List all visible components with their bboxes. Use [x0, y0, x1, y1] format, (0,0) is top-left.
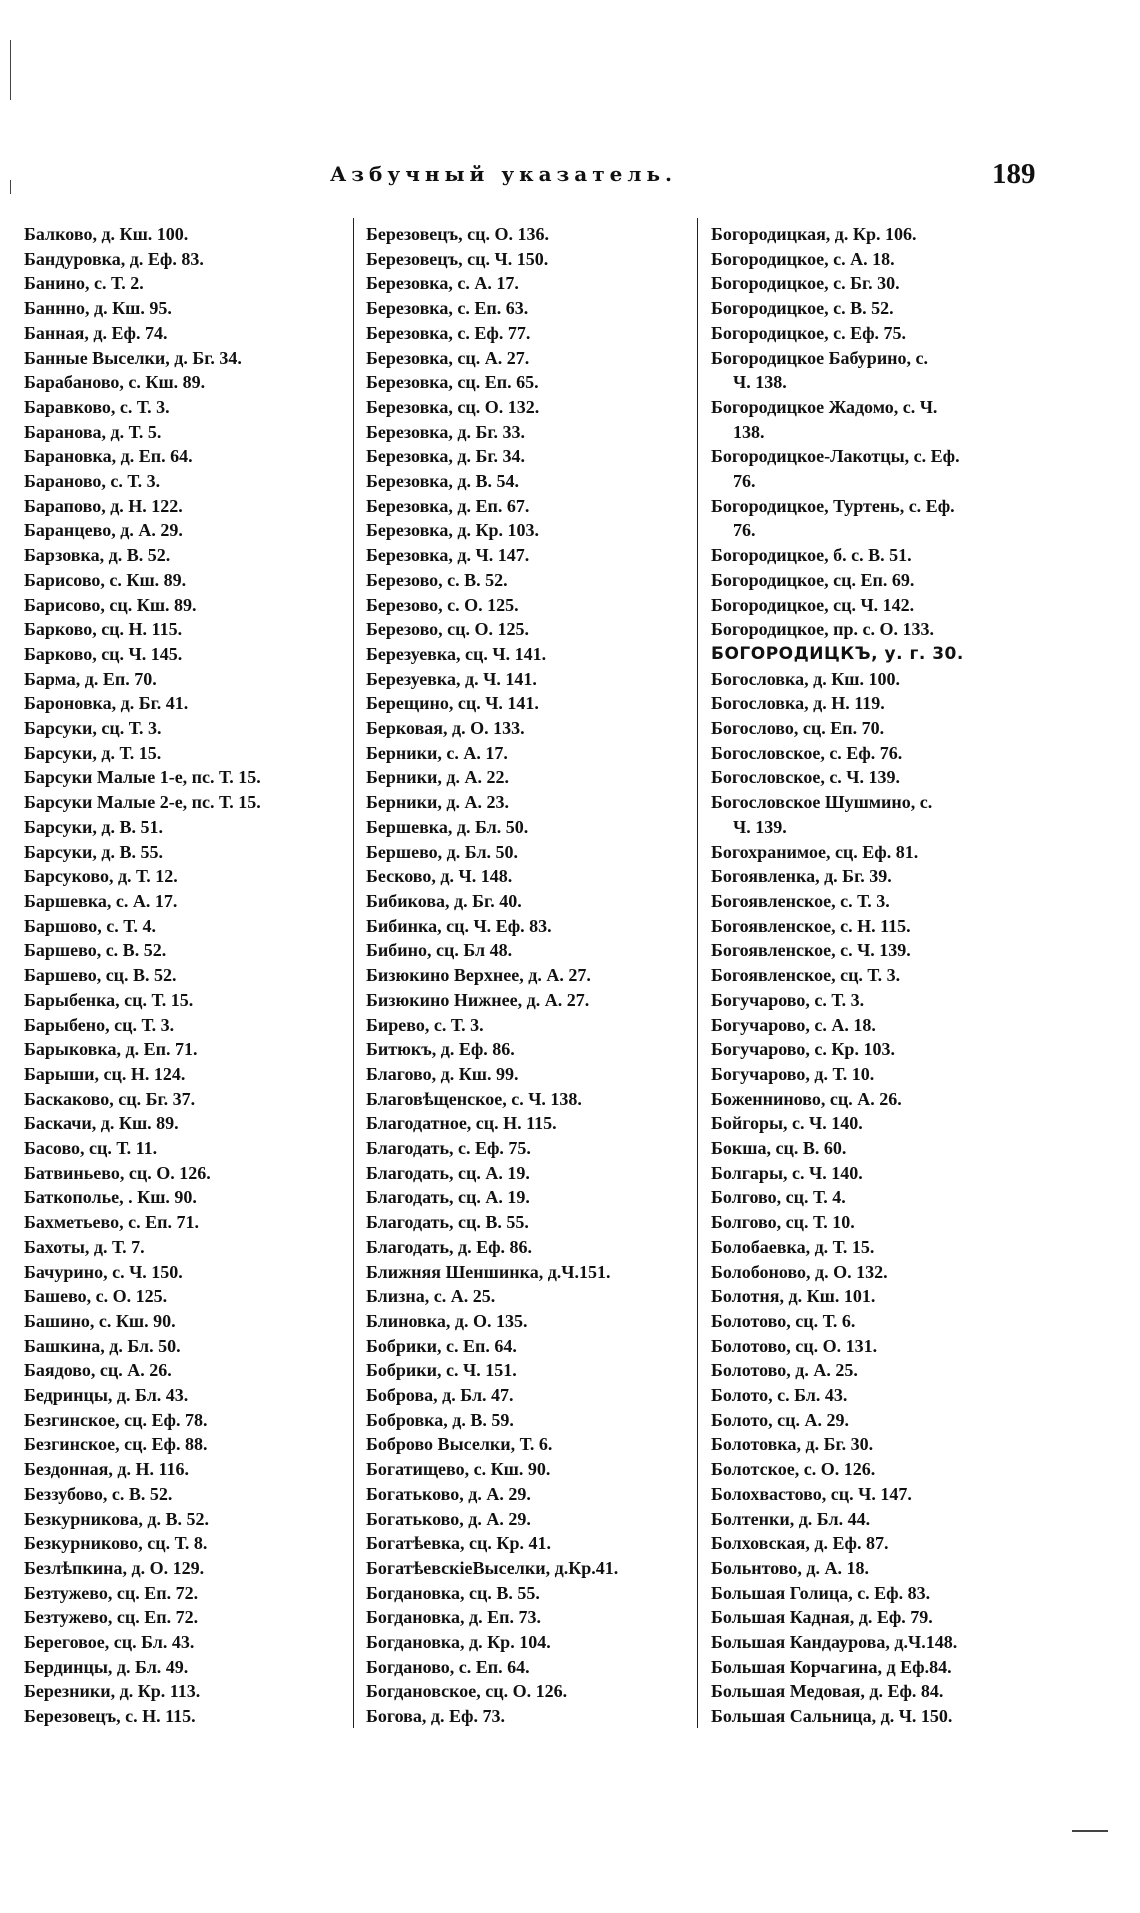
index-entry: Болховская, д. Еф. 87. — [711, 1533, 889, 1554]
index-entry: Баядово, сц. А. 26. — [24, 1360, 172, 1381]
index-entry: Богородицкое, с. Бг. 30. — [711, 273, 900, 294]
index-entry: Богословка, д. Н. 119. — [711, 693, 885, 714]
index-entry: Барсуки, д. В. 55. — [24, 841, 164, 862]
index-entry: Бершевка, д. Бл. 50. — [366, 816, 529, 837]
index-entry: Балково, д. Кш. 100. — [24, 224, 189, 244]
index-entry: Барапово, д. Н. 122. — [24, 495, 183, 516]
index-entry: Березовка, сц. О. 132. — [366, 396, 540, 417]
index-entry: Березуевка, д. Ч. 141. — [366, 668, 537, 689]
index-entry: Башино, с. Кш. 90. — [24, 1310, 176, 1331]
index-entry: Бахметьево, с. Еп. 71. — [24, 1212, 199, 1233]
index-entry: Благодать, сц. А. 19. — [366, 1187, 530, 1208]
index-entry: Богородицкое, сц. Ч. 142. — [711, 594, 915, 615]
index-entry: Богородицкое Жадомо, с. Ч. 138. — [711, 396, 938, 442]
index-entry: Березовецъ, с. Н. 115. — [24, 1706, 196, 1727]
index-entry: Богородицкое, с. Еф. 75. — [711, 322, 907, 343]
index-entry: Бароновка, д. Бг. 41. — [24, 693, 189, 714]
index-entry: Берники, д. А. 23. — [366, 792, 509, 813]
index-entry: Березово, с. В. 52. — [366, 569, 508, 590]
page-header — [0, 158, 1140, 198]
index-entry: Богоявленское, с. Т. 3. — [711, 890, 890, 911]
index-entry: Баршево, с. В. 52. — [24, 940, 167, 961]
index-entry: Богова, д. Еф. 73. — [366, 1706, 505, 1727]
index-entry: Болото, сц. А. 29. — [711, 1409, 849, 1430]
index-entry: Бандуровка, д. Еф. 83. — [24, 248, 204, 269]
index-entry: Бездонная, д. Н. 116. — [24, 1459, 189, 1480]
index-entry: Барыши, сц. Н. 124. — [24, 1063, 186, 1084]
index-entry: Боброво Выселки, Т. 6. — [366, 1434, 553, 1455]
index-entry: Благодать, с. Еф. 75. — [366, 1138, 531, 1159]
index-entry: Богдановка, д. Еп. 73. — [366, 1607, 542, 1628]
index-entry: Болотово, сц. О. 131. — [711, 1335, 878, 1356]
index-entry: Барсуки, д. В. 51. — [24, 816, 164, 837]
index-entry: Барсуки Малые 2-е, пс. Т. 15. — [24, 792, 261, 813]
index-entry: Богатьково, д. А. 29. — [366, 1508, 531, 1529]
index-entry: Болгово, сц. Т. 10. — [711, 1212, 855, 1233]
index-entry: Барабаново, с. Кш. 89. — [24, 372, 206, 393]
index-entry: Благово, д. Кш. 99. — [366, 1063, 519, 1084]
index-entry: Березовка, д. Ч. 147. — [366, 545, 530, 566]
index-entry: Богородицкое, Туртень, с. Еф. 76. — [711, 495, 955, 541]
index-entry: Большая Медовая, д. Еф. 84. — [711, 1681, 944, 1702]
index-entry: Березовка, с. А. 17. — [366, 273, 519, 294]
page-number: 189 — [992, 158, 1036, 190]
index-entry: БогатѣевскіеВыселки, д.Кр.41. — [366, 1557, 619, 1578]
index-entry: Баршово, с. Т. 4. — [24, 915, 156, 936]
index-entry: Березовка, д. Кр. 103. — [366, 520, 540, 541]
index-entry: Богдановка, сц. В. 55. — [366, 1582, 540, 1603]
index-entry: Бибикова, д. Бг. 40. — [366, 890, 522, 911]
index-entry: Бобрики, с. Еп. 64. — [366, 1335, 517, 1356]
index-entry: Башево, с. О. 125. — [24, 1286, 168, 1307]
index-entry: Барсуково, д. Т. 12. — [24, 866, 178, 887]
index-entry: Боженниново, сц. А. 26. — [711, 1088, 902, 1109]
index-entry: Богослово, сц. Еп. 70. — [711, 718, 885, 739]
index-entry: Болотово, сц. Т. 6. — [711, 1310, 856, 1331]
index-entry: Бобровка, д. В. 59. — [366, 1409, 514, 1430]
index-entry: Басово, сц. Т. 11. — [24, 1138, 158, 1159]
index-entry: Благодать, сц. А. 19. — [366, 1162, 530, 1183]
index-column-3 — [711, 222, 1046, 1729]
index-entry: Барисово, сц. Кш. 89. — [24, 594, 197, 615]
index-entry: Богословское Шушмино, с. Ч. 139. — [711, 792, 933, 837]
index-entry: Барсуки, д. Т. 15. — [24, 742, 162, 763]
index-entry: Богоявленка, д. Бг. 39. — [711, 866, 892, 887]
index-entry: Баранцево, д. А. 29. — [24, 520, 183, 541]
index-entry: Богучарово, с. Т. 3. — [711, 989, 865, 1010]
index-entry: Богословское, с. Еф. 76. — [711, 742, 903, 763]
index-entry: Богородицкое, пр. с. О. 133. — [711, 619, 934, 640]
index-entry: Благодать, сц. В. 55. — [366, 1212, 529, 1233]
index-entry: Бобрики, с. Ч. 151. — [366, 1360, 517, 1381]
index-entry: Барзовка, д. В. 52. — [24, 545, 171, 566]
index-entry: Беззубово, с. В. 52. — [24, 1483, 173, 1504]
index-entry: Богословское, с. Ч. 139. — [711, 767, 901, 788]
index-entry: Бибинка, сц. Ч. Еф. 83. — [366, 915, 552, 936]
index-column-1 — [24, 222, 354, 1729]
index-entry: Березуевка, сц. Ч. 141. — [366, 643, 547, 664]
index-entry: Больнтово, д. А. 18. — [711, 1557, 870, 1578]
index-entry: Березово, с. О. 125. — [366, 594, 519, 615]
index-entry: Березовецъ, сц. Ч. 150. — [366, 248, 549, 269]
index-entry: Бершево, д. Бл. 50. — [366, 841, 519, 862]
index-entry: Богатѣевка, сц. Кр. 41. — [366, 1533, 551, 1554]
index-entry: Березовка, д. В. 54. — [366, 471, 519, 492]
index-entry: Батвиньево, сц. О. 126. — [24, 1162, 211, 1183]
index-entry: Березовка, сц. Еп. 65. — [366, 372, 539, 393]
index-entry: Банино, с. Т. 2. — [24, 273, 144, 294]
index-entry: Баннно, д. Кш. 95. — [24, 298, 172, 319]
index-entry: Болотня, д. Кш. 101. — [711, 1286, 876, 1307]
index-column-2 — [366, 222, 696, 1729]
index-entry: Безтужево, сц. Еп. 72. — [24, 1607, 199, 1628]
index-entry: Ближняя Шеншинка, д.Ч.151. — [366, 1261, 611, 1282]
index-entry: Безкурникова, д. В. 52. — [24, 1508, 210, 1529]
index-entry: Большая Кадная, д. Еф. 79. — [711, 1607, 933, 1628]
index-entry: Богучарово, с. Кр. 103. — [711, 1039, 895, 1060]
index-entry: Безкурниково, сц. Т. 8. — [24, 1533, 208, 1554]
index-entry: Березово, сц. О. 125. — [366, 619, 530, 640]
index-entry: Баранова, д. Т. 5. — [24, 421, 162, 442]
index-entry: Богородицкое, с. В. 52. — [711, 298, 894, 319]
index-entry: Блиновка, д. О. 135. — [366, 1310, 528, 1331]
index-entry: БОГОРОДИЦКЪ, у. г. 30. — [711, 643, 964, 664]
index-entry: Берещино, сц. Ч. 141. — [366, 693, 539, 714]
index-entry: Безгинское, сц. Еф. 78. — [24, 1409, 208, 1430]
index-entry: Благодатное, сц. Н. 115. — [366, 1113, 557, 1134]
index-entry: Богородицкое Бабурино, с. Ч. 138. — [711, 347, 929, 393]
index-entry: Бедринцы, д. Бл. 43. — [24, 1385, 189, 1406]
index-entry: Большая Корчагина, д Еф.84. — [711, 1656, 952, 1677]
column-divider — [697, 218, 698, 1728]
index-entry: Березовка, д. Бг. 33. — [366, 421, 526, 442]
index-entry: Близна, с. А. 25. — [366, 1286, 496, 1307]
index-entry: Береговое, сц. Бл. 43. — [24, 1632, 195, 1653]
index-entry: Болохвастово, сц. Ч. 147. — [711, 1483, 912, 1504]
index-entry: Башкина, д. Бл. 50. — [24, 1335, 181, 1356]
index-entry: Баравково, с. Т. 3. — [24, 396, 170, 417]
index-entry: Богатищево, с. Кш. 90. — [366, 1459, 551, 1480]
index-entry: Барсуки, сц. Т. 3. — [24, 718, 162, 739]
index-entry: Березовка, сц. А. 27. — [366, 347, 530, 368]
index-entry: Барановка, д. Еп. 64. — [24, 446, 193, 467]
index-entry: Болобоново, д. О. 132. — [711, 1261, 888, 1282]
index-entry: Безгинское, сц. Еф. 88. — [24, 1434, 208, 1455]
index-entry: Бахоты, д. Т. 7. — [24, 1236, 145, 1257]
scan-margin-line — [10, 40, 11, 100]
index-entry: Барисово, с. Кш. 89. — [24, 569, 187, 590]
index-entry: Болгары, с. Ч. 140. — [711, 1162, 863, 1183]
index-entry: Бараново, с. Т. 3. — [24, 471, 161, 492]
index-entry: Березовка, с. Еф. 77. — [366, 322, 531, 343]
index-entry: Баршевка, с. А. 17. — [24, 890, 178, 911]
index-entry: Березовка, с. Еп. 63. — [366, 298, 529, 319]
index-entry: Баскачи, д. Кш. 89. — [24, 1113, 179, 1134]
index-entry: Бачурино, с. Ч. 150. — [24, 1261, 183, 1282]
index-entry: Богучарово, д. Т. 10. — [711, 1063, 875, 1084]
index-entry: Бибино, сц. Бл 48. — [366, 940, 513, 961]
running-title: Азбучный указатель. — [330, 162, 678, 186]
index-entry: Берники, д. А. 22. — [366, 767, 509, 788]
index-entry: Баршево, сц. В. 52. — [24, 965, 177, 986]
index-entry: Большая Кандаурова, д.Ч.148. — [711, 1632, 958, 1653]
index-entry: Безтужево, сц. Еп. 72. — [24, 1582, 199, 1603]
index-entry: Богородицкое, б. с. В. 51. — [711, 545, 912, 566]
index-entry: Богородицкое, сц. Еп. 69. — [711, 569, 915, 590]
index-entry: Берники, с. А. 17. — [366, 742, 508, 763]
index-entry: Бойгоры, с. Ч. 140. — [711, 1113, 863, 1134]
index-entry: Барыбенка, сц. Т. 15. — [24, 989, 194, 1010]
index-entry: Бизюкино Верхнее, д. А. 27. — [366, 965, 591, 986]
index-entry: Боброва, д. Бл. 47. — [366, 1385, 514, 1406]
index-entry: Банные Выселки, д. Бг. 34. — [24, 347, 242, 368]
index-entry: Барма, д. Еп. 70. — [24, 668, 157, 689]
index-entry: Берковая, д. О. 133. — [366, 718, 525, 739]
index-entry: Битюкъ, д. Еф. 86. — [366, 1039, 515, 1060]
index-entry: Бирево, с. Т. 3. — [366, 1014, 484, 1035]
index-entry: Березовка, д. Еп. 67. — [366, 495, 530, 516]
index-entry: Большая Сальница, д. Ч. 150. — [711, 1706, 953, 1727]
index-entry: Богохранимое, сц. Еф. 81. — [711, 841, 919, 862]
index-entry: Баткополье, . Кш. 90. — [24, 1187, 197, 1208]
index-entry: Богородицкое-Лакотцы, с. Еф. 76. — [711, 446, 960, 492]
index-entry: Бизюкино Нижнее, д. А. 27. — [366, 989, 590, 1010]
index-entry: Баскаково, сц. Бг. 37. — [24, 1088, 196, 1109]
index-entry: Благовѣщенское, с. Ч. 138. — [366, 1088, 582, 1109]
index-entry: Банная, д. Еф. 74. — [24, 322, 168, 343]
index-entry: Болотово, д. А. 25. — [711, 1360, 858, 1381]
footer-dash — [1072, 1830, 1108, 1832]
index-entry: Барково, сц. Н. 115. — [24, 619, 183, 640]
index-entry: Богоявленское, сц. Т. 3. — [711, 965, 901, 986]
index-entry: Богословка, д. Кш. 100. — [711, 668, 900, 689]
index-entry: Богородицкая, д. Кр. 106. — [711, 224, 917, 244]
index-entry: Богоявленское, с. Н. 115. — [711, 915, 911, 936]
index-entry: Бердинцы, д. Бл. 49. — [24, 1656, 189, 1677]
index-entry: Бесково, д. Ч. 148. — [366, 866, 513, 887]
index-entry: Болтенки, д. Бл. 44. — [711, 1508, 871, 1529]
index-entry: Болгово, сц. Т. 4. — [711, 1187, 846, 1208]
index-entry: Богданово, с. Еп. 64. — [366, 1656, 530, 1677]
index-entry: Болото, с. Бл. 43. — [711, 1385, 848, 1406]
index-entry: Барыковка, д. Еп. 71. — [24, 1039, 198, 1060]
index-entry: Барсуки Малые 1-е, пс. Т. 15. — [24, 767, 261, 788]
index-entry: Болобаевка, д. Т. 15. — [711, 1236, 875, 1257]
index-entry: Березовка, д. Бг. 34. — [366, 446, 526, 467]
index-entry: Болотовка, д. Бг. 30. — [711, 1434, 874, 1455]
index-entry: Болотское, с. О. 126. — [711, 1459, 876, 1480]
index-entry: Богучарово, с. А. 18. — [711, 1014, 876, 1035]
index-entry: Березовецъ, сц. О. 136. — [366, 224, 550, 244]
index-entry: Богоявленское, с. Ч. 139. — [711, 940, 911, 961]
index-entry: Богородицкое, с. А. 18. — [711, 248, 895, 269]
index-entry: Богдановка, д. Кр. 104. — [366, 1632, 551, 1653]
index-entry: Благодать, д. Еф. 86. — [366, 1236, 533, 1257]
index-entry: Березники, д. Кр. 113. — [24, 1681, 201, 1702]
index-entry: Барыбено, сц. Т. 3. — [24, 1014, 175, 1035]
index-entry: Большая Голица, с. Еф. 83. — [711, 1582, 931, 1603]
index-entry: Богатьково, д. А. 29. — [366, 1483, 531, 1504]
index-entry: Бокша, сц. В. 60. — [711, 1138, 847, 1159]
index-entry: Богдановское, сц. О. 126. — [366, 1681, 568, 1702]
index-entry: Барково, сц. Ч. 145. — [24, 643, 183, 664]
index-entry: Безлѣпкина, д. О. 129. — [24, 1557, 205, 1578]
